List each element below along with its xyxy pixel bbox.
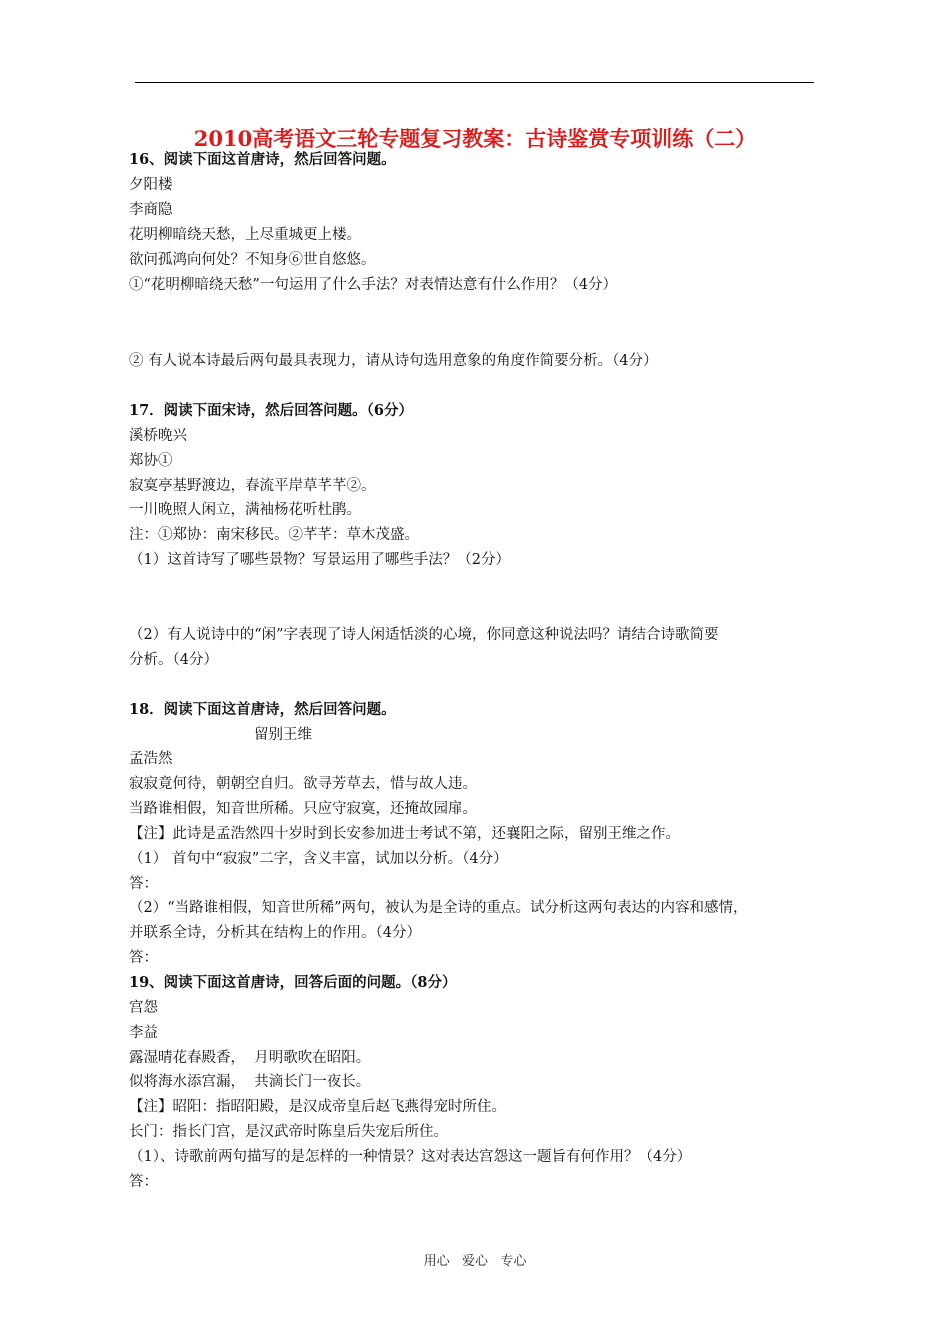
poem-line: 一川晚照人闲立，满袖杨花听杜鹃。	[129, 502, 361, 518]
q19-heading: 19、阅读下面这首唐诗，回答后面的问题。（8分）	[129, 974, 457, 991]
question-item-continued: 分析。（4分）	[129, 652, 218, 668]
poem-author: 孟浩然	[129, 751, 173, 767]
q18-heading: 18．阅读下面这首唐诗，然后回答问题。	[129, 701, 396, 718]
answer-label: 答：	[129, 950, 158, 966]
poem-title: 宫怨	[129, 1000, 158, 1016]
poem-title: 溪桥晚兴	[129, 428, 187, 444]
poem-line: 花明柳暗绕天愁，上尽重城更上楼。	[129, 227, 361, 243]
poem-note: 长门：指长门宫，是汉武帝时陈皇后失宠后所住。	[129, 1124, 448, 1140]
question-item: （1） 首句中“寂寂”二字，含义丰富，试加以分析。（4分）	[129, 851, 508, 867]
question-item: ② 有人说本诗最后两句最具表现力，请从诗句选用意象的角度作简要分析。（4分）	[129, 353, 658, 369]
document-title: 2010高考语文三轮专题复习教案：古诗鉴赏专项训练（二）	[193, 126, 757, 151]
question-item-continued: 并联系全诗，分析其在结构上的作用。（4分）	[129, 925, 421, 941]
poem-author: 李商隐	[129, 202, 173, 218]
question-item: （2）有人说诗中的“闲”字表现了诗人闲适恬淡的心境，你同意这种说法吗？请结合诗歌简要	[129, 627, 719, 643]
poem-line: 露湿晴花春殿香， 月明歌吹在昭阳。	[129, 1050, 371, 1066]
q17-heading: 17．阅读下面宋诗，然后回答问题。（6分）	[129, 402, 414, 419]
poem-line: 似将海水添宫漏， 共滴长门一夜长。	[129, 1074, 371, 1090]
poem-title: 夕阳楼	[129, 177, 173, 193]
question-item: （2）“当路谁相假，知音世所稀”两句，被认为是全诗的重点。试分析这两句表达的内容和感情，	[129, 900, 748, 916]
question-item: （1）这首诗写了哪些景物？写景运用了哪些手法？（2分）	[129, 552, 510, 568]
poem-author: 郑协①	[129, 453, 173, 469]
poem-author: 李益	[129, 1025, 158, 1041]
poem-title: 留别王维	[254, 727, 312, 743]
page-footer: 用心 爱心 专心	[423, 1254, 527, 1269]
q16-heading: 16、阅读下面这首唐诗，然后回答问题。	[129, 151, 396, 168]
poem-line: 寂寞亭基野渡边，春流平岸草芊芊②。	[129, 478, 376, 494]
poem-line: 当路谁相假，知音世所稀。只应守寂寞，还掩故园扉。	[129, 801, 477, 817]
answer-label: 答：	[129, 1174, 158, 1190]
poem-note: 【注】昭阳：指昭阳殿，是汉成帝皇后赵飞燕得宠时所住。	[129, 1099, 506, 1115]
poem-line: 欲问孤鸿向何处？不知身⑥世自悠悠。	[129, 252, 376, 268]
poem-note: 注：①郑协：南宋移民。②芊芊：草木茂盛。	[129, 527, 419, 543]
header-rule	[135, 82, 814, 83]
answer-label: 答：	[129, 876, 158, 892]
poem-line: 寂寂竟何待，朝朝空自归。欲寻芳草去，惜与故人违。	[129, 776, 477, 792]
question-item: ①“花明柳暗绕天愁”一句运用了什么手法？对表情达意有什么作用？（4分）	[129, 277, 618, 293]
question-item: （1）、诗歌前两句描写的是怎样的一种情景？这对表达宫怨这一题旨有何作用？（4分）	[129, 1149, 692, 1165]
poem-note: 【注】此诗是孟浩然四十岁时到长安参加进士考试不第，还襄阳之际，留别王维之作。	[129, 826, 680, 842]
